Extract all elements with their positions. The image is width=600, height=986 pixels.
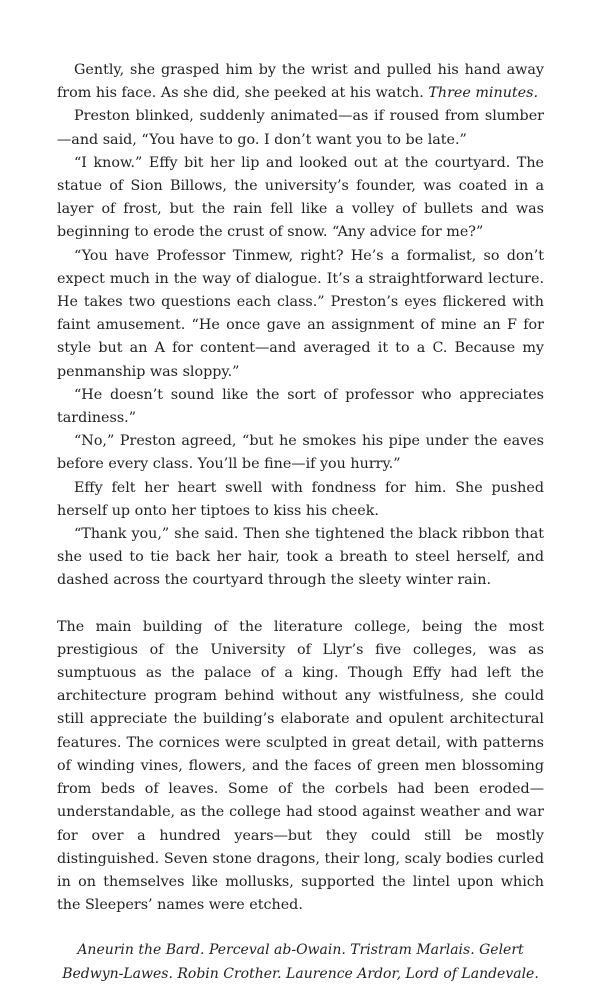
inscription-line-1: Aneurin the Bard. Perceval ab-Owain. Tristram Marlais. Gelert: [77, 942, 524, 959]
sleepers-inscription: [57, 939, 544, 985]
section-break: [57, 593, 544, 616]
inscription-line-2: Bedwyn-Lawes. Robin Crother. Laurence Ardor, Lord of Landevale.: [62, 965, 539, 982]
paragraph-professor-tinmew: “You have Professor Tinmew, right? He’s a formalist, so don’t expect much in the way of dialogue. It’s a straightforward lecture. He takes two questions each class.” Preston’s eyes flickered with faint amusement. “He once gave an assignment of mine an F for style but an A for content—and averaged it to a C. Because my penmanship was sloppy.”: [57, 247, 544, 380]
paragraph-i-know: “I know.” Effy bit her lip and looked out at the courtyard. The statue of Sion Billows, the university’s founder, was coated in a layer of frost, but the rain fell like a volley of bullets and was beginning to erode the crust of snow. “Any advice for me?”: [57, 154, 544, 241]
paragraph-main-building: The main building of the literature college, being the most prestigious of the University of Llyr’s five colleges, was as sumptuous as the palace of a king. Though Effy had left the architecture program behind without any wistfulness, she could still appreciate the building’s elaborate and opulent architectural features. The cornices were sculpted in great detail, with patterns of winding vines, flowers, and the faces of green men blossoming from beds of leaves. Some of the corbels had been eroded—understandable, as the college had stood against weather and war for over a hundred years—but they could still be mostly distinguished. Seven stone dragons, their long, scaly bodies curled in on themselves like mollusks, supported the lintel upon which the Sleepers’ names were etched.: [57, 618, 544, 914]
paragraph-thank-you: “Thank you,” she said. Then she tightened the black ribbon that she used to tie back her hair, took a breath to steel herself, and dashed across the courtyard through the sleety winter rain.: [57, 526, 544, 589]
paragraph-preston-blinked: Preston blinked, suddenly animated—as if roused from slumber—and said, “You have to go. I don’t want you to be late.”: [57, 108, 544, 148]
paragraph-gently: [57, 59, 544, 105]
book-page: [57, 59, 544, 986]
paragraph-preston-agreed: “No,” Preston agreed, “but he smokes his pipe under the eaves before every class. You’ll be fine—if you hurry.”: [57, 433, 544, 473]
paragraph-gently-text: Gently, she grasped him by the wrist and pulled his hand away from his face. As she did, she peeked at his watch.: [57, 62, 544, 102]
paragraph-fondness: Effy felt her heart swell with fondness for him. She pushed herself up onto her tiptoes to kiss his cheek.: [57, 479, 544, 519]
paragraph-tardiness: “He doesn’t sound like the sort of professor who appreciates tardiness.”: [57, 386, 544, 427]
three-minutes-emphasis: Three minutes.: [428, 85, 539, 102]
